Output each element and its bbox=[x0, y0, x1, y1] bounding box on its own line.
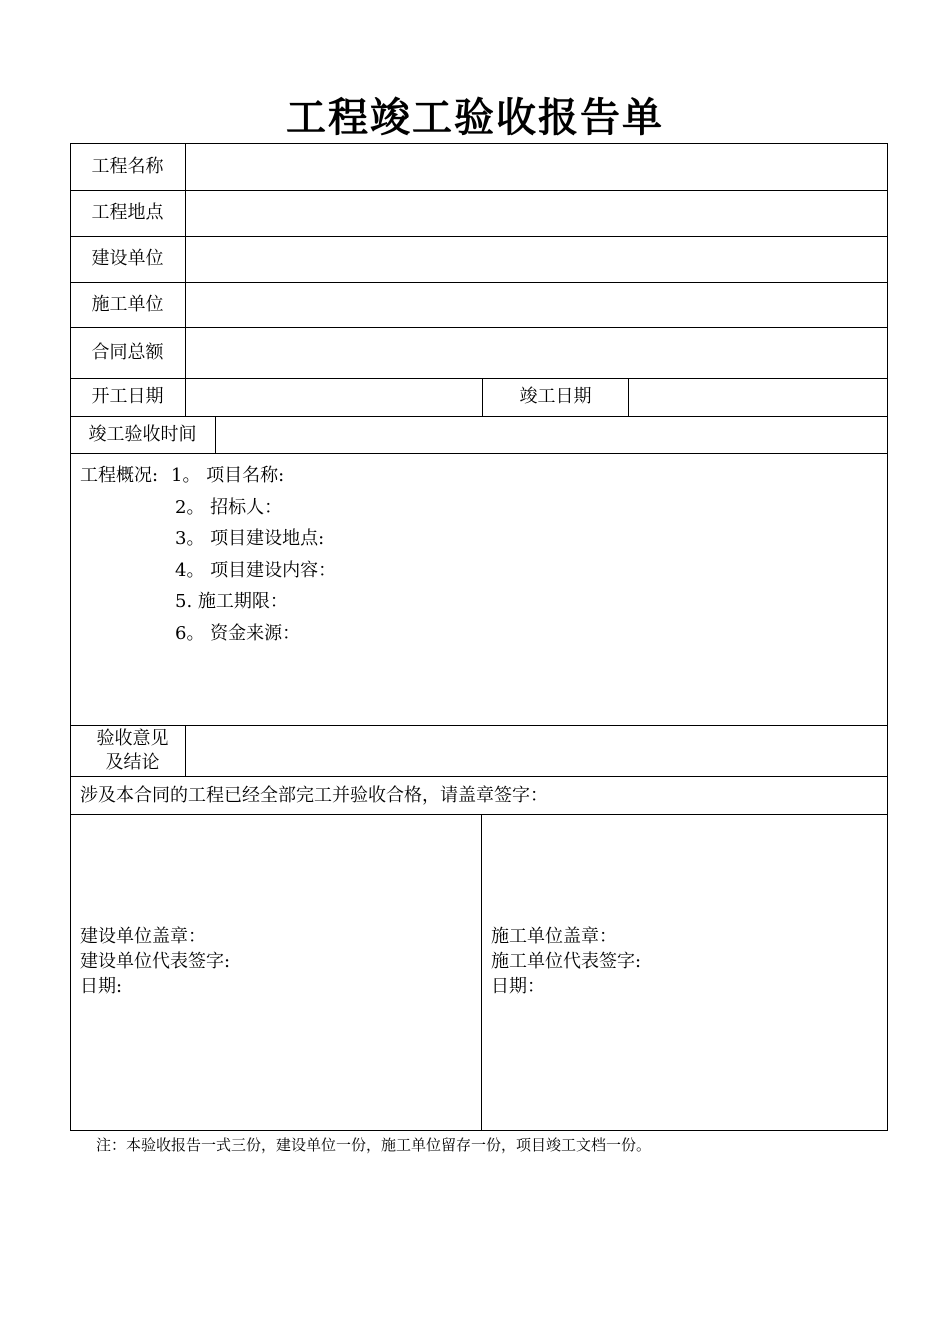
overview-item: 3。 项目建设地点: bbox=[175, 528, 325, 549]
acceptance-form bbox=[70, 143, 888, 1131]
start-date-field[interactable] bbox=[186, 378, 482, 416]
label-opinion bbox=[70, 725, 195, 776]
label-project-name: 工程名称 bbox=[91, 155, 164, 177]
contractor-date-label: 日期： bbox=[491, 976, 545, 997]
overview-item: 5. 施工期限： bbox=[175, 591, 288, 612]
contractor-unit-field[interactable] bbox=[186, 282, 887, 327]
completion-date-field[interactable] bbox=[629, 378, 887, 416]
opinion-field[interactable] bbox=[186, 725, 887, 776]
overview-item: 1。 项目名称: bbox=[171, 465, 285, 486]
owner-rep-signature-label: 建设单位代表签字: bbox=[80, 951, 231, 972]
signature-divider bbox=[481, 814, 482, 1131]
project-location-field[interactable] bbox=[186, 190, 887, 236]
contractor-seal-label: 施工单位盖章： bbox=[491, 926, 617, 947]
label-construction-unit: 建设单位 bbox=[91, 248, 164, 269]
footnote: 注：本验收报告一式三份，建设单位一份，施工单位留存一份，项目竣工文档一份。 bbox=[96, 1136, 652, 1154]
contract-total-field[interactable] bbox=[186, 327, 887, 378]
label-project-location: 工程地点 bbox=[91, 202, 164, 223]
row-divider bbox=[70, 453, 888, 454]
completion-statement: 涉及本合同的工程已经全部完工并验收合格，请盖章签字： bbox=[80, 785, 548, 806]
label-acceptance-time: 竣工验收时间 bbox=[88, 423, 197, 445]
overview-item: 2。 招标人： bbox=[175, 497, 283, 518]
row-divider bbox=[70, 814, 888, 815]
overview-item: 6。 资金来源： bbox=[175, 623, 301, 644]
overview-item: 4。 项目建设内容： bbox=[175, 560, 337, 581]
owner-seal-label: 建设单位盖章： bbox=[80, 926, 206, 947]
owner-date-label: 日期: bbox=[80, 976, 123, 997]
project-name-field[interactable] bbox=[186, 143, 887, 190]
label-contractor-unit: 施工单位 bbox=[91, 293, 164, 315]
construction-unit-field[interactable] bbox=[186, 236, 887, 282]
overview-lead: 工程概况: bbox=[80, 465, 159, 486]
acceptance-time-field[interactable] bbox=[216, 416, 887, 453]
label-start-date: 开工日期 bbox=[91, 386, 164, 407]
label-completion-date: 竣工日期 bbox=[519, 386, 592, 407]
label-opinion-line1: 验收意见 bbox=[96, 727, 169, 749]
page-title: 工程竣工验收报告单 bbox=[286, 95, 664, 141]
label-contract-total: 合同总额 bbox=[91, 341, 164, 363]
row-divider bbox=[70, 776, 888, 777]
label-opinion-line2: 及结论 bbox=[105, 751, 160, 773]
contractor-rep-signature-label: 施工单位代表签字: bbox=[491, 951, 642, 972]
